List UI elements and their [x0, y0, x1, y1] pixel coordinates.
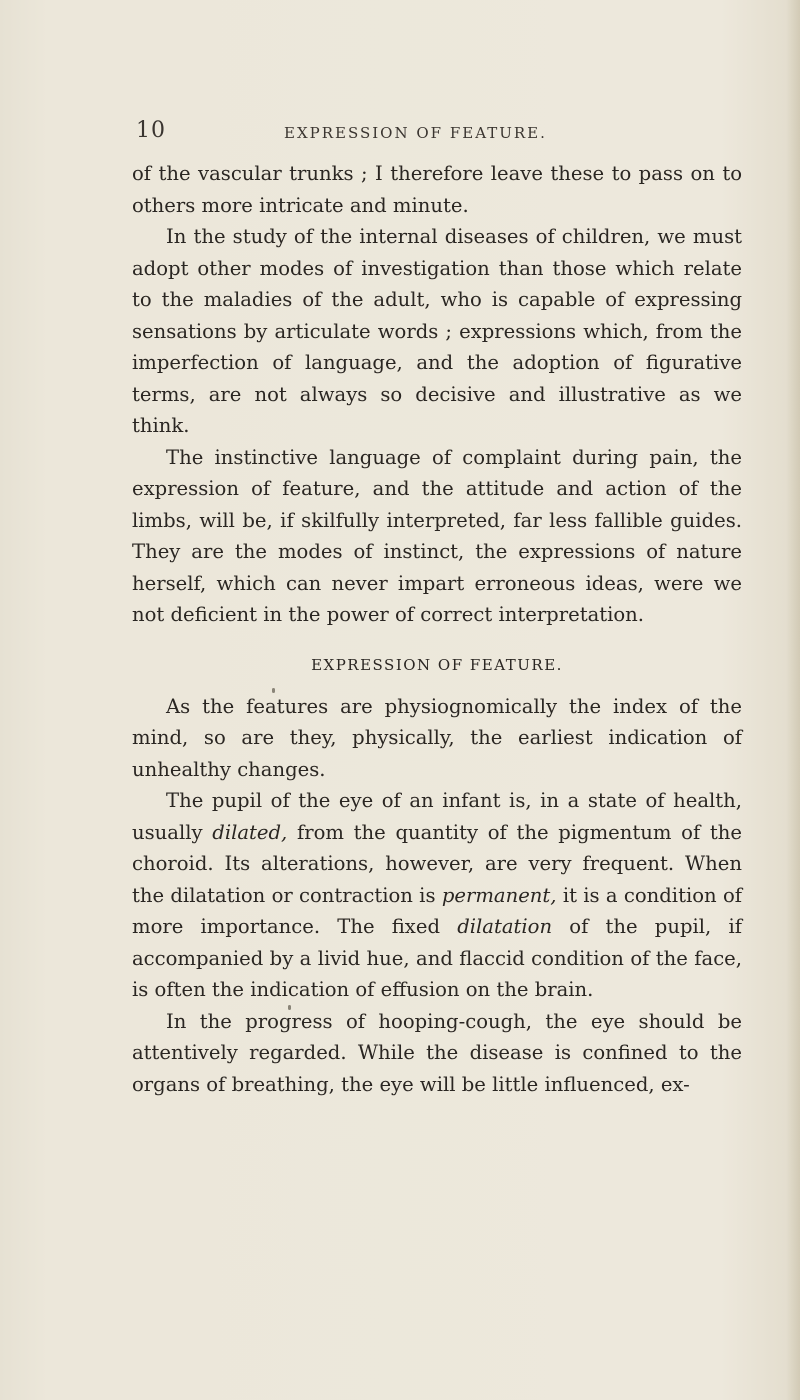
paper-speck	[272, 688, 275, 693]
page-edge-shadow	[786, 0, 800, 1400]
paragraph-5-text-g: of the pupil, if accompanied by a livid hue, and flaccid condition of the face, is often the indication of effusion on the brain.	[132, 915, 742, 1001]
running-head: EXPRESSION OF FEATURE.	[284, 124, 547, 142]
section-heading: EXPRESSION OF FEATURE.	[311, 655, 563, 674]
italic-permanent: permanent,	[441, 883, 557, 907]
paragraph-5-text-c: from the quantity of the pigmentum of the choroid. Its alterations, however, are very frequent. When the dilatation or contraction is	[132, 820, 742, 907]
paragraph-1: of the vascular trunks ; I therefore leave these to pass on to others more intricate and minute.	[132, 162, 742, 217]
paragraph-5	[132, 785, 742, 1006]
paragraph-3: The instinctive language of complaint during pain, the expression of feature, and the attitude and action of the limbs, will be, if skilfully interpreted, far less fallible guides. They are the modes of instinct, the expressions of nature herself, which can never impart erroneous ideas, were we not deficient in the power of correct interpretation.	[132, 445, 742, 626]
paper-speck	[288, 1005, 291, 1010]
paragraph-5-text-e: it is a condition of more importance. The fixed	[132, 883, 742, 938]
paragraph-5-text-a: The pupil of the eye of an infant is, in a state of health, usually	[132, 789, 742, 844]
italic-dilatation: dilatation	[457, 915, 553, 938]
page-header	[136, 118, 756, 158]
paragraph-6: In the progress of hooping-cough, the eye should be attentively regarded. While the disease is confined to the organs of breathing, the eye will be little influenced, ex-	[132, 1009, 742, 1096]
body-text	[132, 158, 742, 1100]
paragraph-2: In the study of the internal diseases of children, we must adopt other modes of investigation than those which relate to the maladies of the adult, who is capable of expressing sensations by articulate words ; expressions which, from the imperfection of language, and the adoption of figurative terms, are not always so decisive and illustrative as we think.	[132, 225, 742, 437]
paragraph-4: As the features are physiognomically the index of the mind, so are they, physically, the earliest indication of unhealthy changes.	[132, 694, 742, 781]
italic-dilated: dilated,	[212, 820, 288, 844]
page-number: 10	[136, 118, 166, 143]
